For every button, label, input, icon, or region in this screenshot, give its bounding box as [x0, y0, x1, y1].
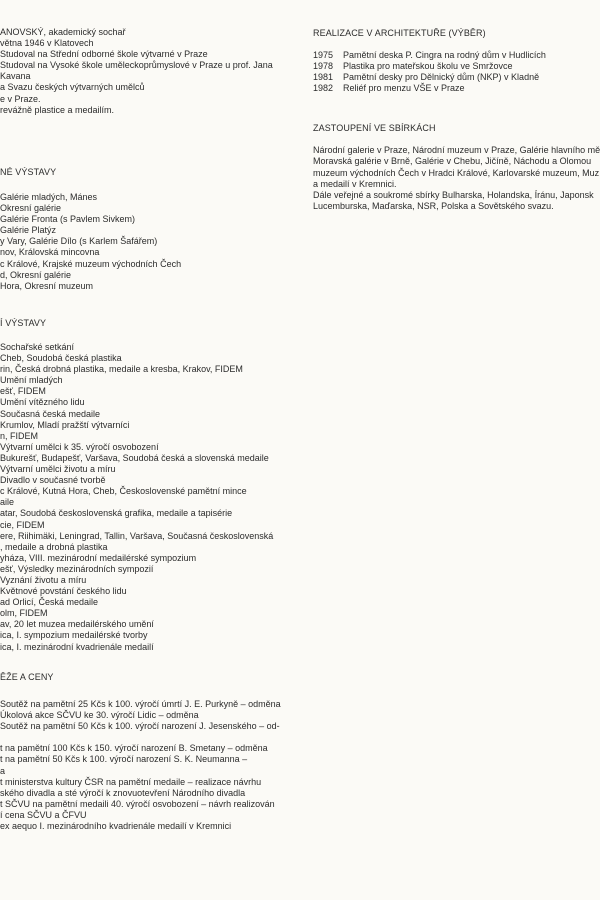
award-item: í cena SČVU a ČFVU — [0, 809, 87, 820]
exhibition-item: Výtvarní umělci životu a míru — [0, 464, 116, 475]
exhibition-item: n, FIDEM — [0, 430, 39, 441]
exhibition-item: olm, FIDEM — [0, 608, 48, 619]
item-year: 1975 — [313, 50, 334, 60]
collections-heading: ZASTOUPENÍ VE SBÍRKÁCH — [313, 123, 436, 133]
award-item — [0, 732, 281, 743]
item-text: Pamětní deska P. Cingra na rodný dům v Hudlicích — [343, 50, 546, 60]
exhibition-item: ica, I. sympozium medailérské tvorby — [0, 630, 148, 641]
architecture-item — [313, 50, 546, 61]
exhibition-item: d, Okresní galérie — [0, 269, 72, 280]
award-item: Soutěž na pamětní 25 Kčs k 100. výročí úmrtí J. E. Purkyně – odměna — [0, 699, 281, 709]
exhibition-item: Hora, Okresní muzeum — [0, 280, 94, 291]
item-year: 1981 — [313, 72, 334, 82]
exhibition-item: ešť, FIDEM — [0, 386, 46, 397]
exhibition-item: Okresní galérie — [0, 203, 62, 214]
bio-line: větna 1946 v Klatovech — [0, 38, 94, 49]
bio-line: Studoval na Střední odborné škole výtvarné v Praze — [0, 49, 208, 60]
exhibition-item: Umění vítězného lidu — [0, 397, 85, 408]
award-item: ského divadla a sté výročí k znovuotevření Národního divadla — [0, 787, 246, 798]
award-item: Úkolová akce SČVU ke 30. výročí Lidic – odměna — [0, 710, 199, 721]
collections-line: Národní galerie v Praze, Národní muzeum v Praze, Galérie hlavního mě — [313, 145, 600, 155]
bio-line: ANOVSKÝ, akademický sochař — [0, 27, 126, 37]
architecture-item — [313, 61, 546, 72]
exhibition-item: Vyznání životu a míru — [0, 574, 87, 585]
exhibition-item: aile — [0, 497, 15, 508]
collections-line: Dále veřejné a soukromé sbírky Bulharska, Holandska, Íránu, Japonsk — [313, 190, 594, 201]
award-item: t na pamětní 100 Kčs k 150. výročí narození B. Smetany – odměna — [0, 743, 268, 754]
award-item: Soutěž na pamětní 50 Kčs k 100. výročí narození J. Jesenského – od- — [0, 721, 280, 732]
award-item: ex aequo I. mezinárodního kvadrienále medailí v Kremnici — [0, 821, 232, 832]
exhibition-item: Sochařské setkání — [0, 342, 75, 352]
architecture-list — [313, 50, 546, 94]
exhibition-item: yháza, VIII. mezinárodní medailérské sympozium — [0, 552, 197, 563]
exhibition-item: atar, Soudobá československá grafika, medaile a tapisérie — [0, 508, 233, 519]
architecture-heading: REALIZACE V ARCHITEKTUŘE (VÝBĚR) — [313, 28, 486, 38]
exhibition-item: Galérie mladých, Mánes — [0, 192, 98, 202]
exhibition-item: Divadlo v současné tvorbě — [0, 475, 106, 486]
bio-line: Studoval na Vysoké škole uměleckoprůmyslové v Praze u prof. Jana — [0, 60, 273, 71]
exhibition-item: cie, FIDEM — [0, 519, 45, 530]
exhibition-item: rin, Česká drobná plastika, medaile a kresba, Krakov, FIDEM — [0, 364, 243, 375]
item-year: 1982 — [313, 83, 334, 93]
item-text: Plastika pro mateřskou školu ve Smržovce — [343, 61, 513, 71]
award-item: t ministerstva kultury ČSR na pamětní medaile – realizace návrhu — [0, 776, 262, 787]
bio-line: Kavana — [0, 71, 31, 82]
award-item: t SČVU na pamětní medaili 40. výročí osvobození – návrh realizován — [0, 798, 275, 809]
exhibition-item: av, 20 let muzea medailérského umění — [0, 619, 154, 630]
group-exhibitions-heading: Í VÝSTAVY — [0, 318, 47, 328]
exhibition-item: Bukurešť, Budapešť, Varšava, Soudobá česká a slovenská medaile — [0, 452, 269, 463]
exhibition-item: nov, Královská mincovna — [0, 247, 100, 258]
item-year: 1978 — [313, 61, 334, 71]
exhibition-item: y Vary, Galérie Dílo (s Karlem Šafářem) — [0, 236, 158, 247]
exhibition-item: Umění mladých — [0, 375, 63, 386]
collections-line: Moravská galérie v Brně, Galérie v Chebu, Jičíně, Náchodu a Olomou — [313, 156, 592, 167]
exhibition-item: , medaile a drobná plastika — [0, 541, 108, 552]
awards-list — [0, 699, 281, 832]
exhibition-item: ica, I. mezinárodní kvadrienále medailí — [0, 641, 154, 652]
bio — [0, 27, 273, 116]
exhibition-item: ere, Riihimäki, Leningrad, Tallin, Varšava, Současná československá — [0, 530, 274, 541]
bio-line: e v Praze. — [0, 93, 41, 104]
collections-line: Lucemburska, Maďarska, NSR, Polska a Sovětského svazu. — [313, 201, 554, 212]
exhibition-item: Cheb, Soudobá česká plastika — [0, 353, 122, 364]
collections-text — [313, 145, 600, 213]
solo-exhibitions-list — [0, 192, 181, 292]
item-text: Pamětní desky pro Dělnický dům (NKP) v Kladně — [343, 72, 540, 82]
exhibition-item: Současná česká medaile — [0, 408, 101, 419]
collections-line: a medailí v Kremnici. — [313, 178, 397, 189]
item-text: Reliéf pro menzu VŠE v Praze — [343, 83, 465, 93]
exhibition-item: Galérie Fronta (s Pavlem Sivkem) — [0, 214, 136, 225]
bio-line: revážně plastice a medailím. — [0, 104, 115, 115]
solo-exhibitions-heading: NÉ VÝSTAVY — [0, 167, 57, 177]
exhibition-item: Výtvarní umělci k 35. výročí osvobození — [0, 441, 159, 452]
exhibition-item: c Králové, Krajské muzeum východních Čech — [0, 258, 182, 269]
awards-heading: ĚŽE A CENY — [0, 672, 54, 682]
exhibition-item: Krumlov, Mladí pražští výtvarníci — [0, 419, 130, 430]
exhibition-item: Galérie Platýz — [0, 225, 57, 236]
exhibition-item: ešť, Výsledky mezinárodních sympozií — [0, 563, 154, 574]
award-item: a — [0, 765, 6, 776]
architecture-item — [313, 72, 546, 83]
collections-line: muzeum východních Čech v Hradci Králové, Karlovarské muzeum, Muz — [313, 167, 600, 178]
exhibition-item: ad Orlicí, Česká medaile — [0, 597, 99, 608]
award-item: t na pamětní 50 Kčs k 100. výročí narození S. K. Neumanna – — [0, 754, 248, 765]
bio-line: a Svazu českých výtvarných umělců — [0, 82, 145, 93]
architecture-item — [313, 83, 546, 94]
exhibition-item: Květnové povstání českého lidu — [0, 586, 127, 597]
group-exhibitions-list — [0, 342, 273, 653]
exhibition-item: c Králové, Kutná Hora, Cheb, Československé pamětní mince — [0, 486, 247, 497]
